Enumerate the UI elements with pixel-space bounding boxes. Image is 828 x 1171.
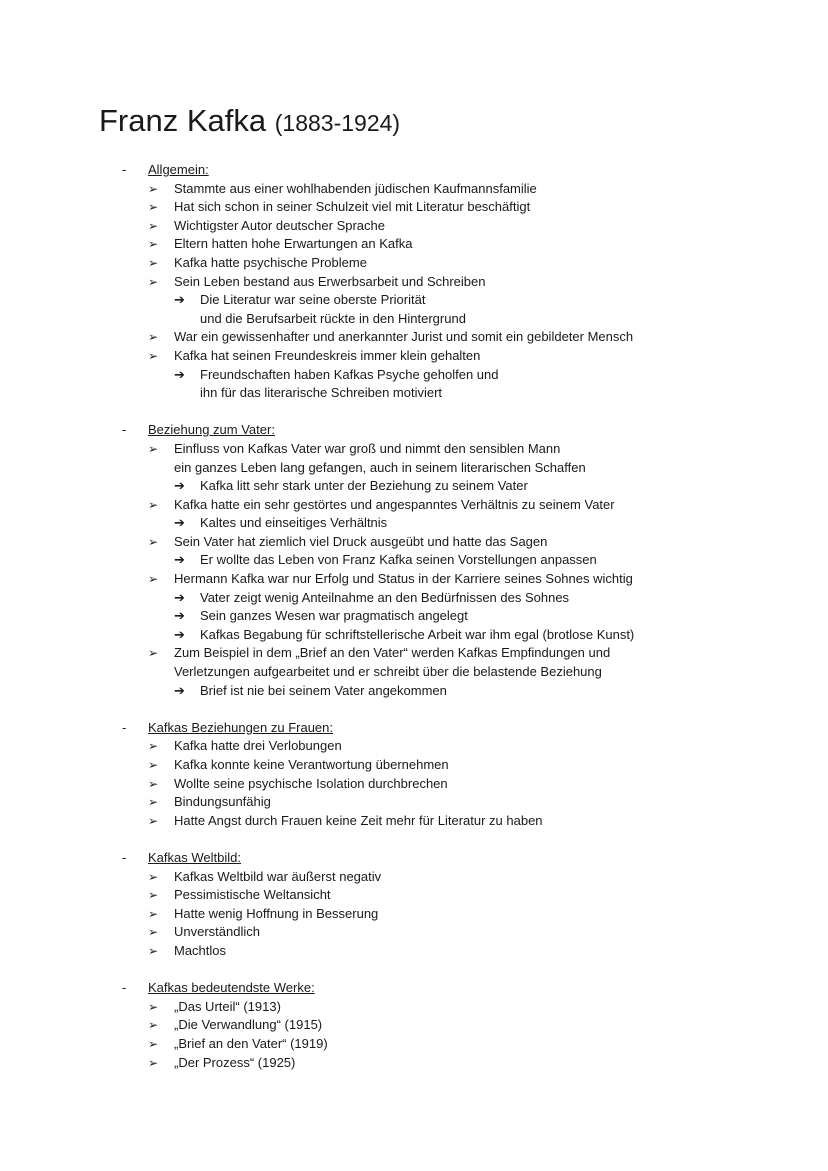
section-heading-text: Allgemein: (148, 162, 209, 177)
bullet-list (120, 440, 810, 700)
list-item (120, 737, 810, 756)
item-text: Kafka hatte ein sehr gestörtes und angespanntes Verhältnis zu seinem Vater (174, 496, 615, 512)
item-text: War ein gewissenhafter und anerkannter Jurist und somit ein gebildeter Mensch (174, 329, 634, 345)
arrowhead-bullet-icon: ➢ (148, 181, 159, 196)
arrowhead-bullet-icon: ➢ (148, 1036, 159, 1051)
arrowhead-bullet-icon: ➢ (148, 999, 159, 1014)
arrowhead-bullet-icon: ➢ (148, 776, 159, 791)
item-text: „Die Verwandlung“ (1915) (174, 1017, 323, 1033)
arrowhead-bullet-icon: ➢ (148, 813, 159, 828)
section-heading-text: Kafkas Beziehungen zu Frauen: (148, 719, 334, 735)
sub-item-text: Kafkas Begabung für schriftstellerische Arbeit war ihm egal (brotlose Kunst) (200, 626, 635, 642)
dash-marker: - (122, 162, 127, 177)
right-arrow-icon: ➔ (174, 626, 185, 642)
right-arrow-icon: ➔ (174, 515, 185, 531)
bullet-list (120, 868, 810, 961)
section-heading-text: Beziehung zum Vater: (148, 422, 275, 438)
list-item (120, 1054, 810, 1073)
item-text: „Das Urteil“ (1913) (174, 998, 281, 1014)
list-item (120, 644, 810, 681)
list-item (120, 235, 810, 254)
right-arrow-icon: ➔ (174, 292, 185, 308)
arrowhead-bullet-icon: ➢ (148, 925, 159, 940)
bullet-list (120, 737, 810, 830)
item-text: ein ganzes Leben lang gefangen, auch in seinem literarischen Schaffen (174, 459, 586, 475)
right-arrow-icon: ➔ (174, 366, 185, 382)
dash-marker: - (122, 980, 127, 996)
section (120, 161, 810, 403)
arrowhead-bullet-icon: ➢ (148, 534, 159, 549)
list-item (120, 570, 810, 589)
sub-item-text: und die Berufsarbeit rückte in den Hintergrund (200, 310, 466, 326)
sub-item (120, 514, 810, 533)
item-text: Kafka hatte drei Verlobungen (174, 738, 342, 754)
arrowhead-bullet-icon: ➢ (148, 218, 159, 233)
section-heading-text: Kafkas Weltbild: (148, 849, 241, 865)
arrowhead-bullet-icon: ➢ (148, 943, 159, 958)
arrowhead-bullet-icon: ➢ (148, 739, 159, 754)
section-heading (120, 979, 810, 998)
right-arrow-icon: ➔ (174, 682, 185, 698)
arrowhead-bullet-icon: ➢ (148, 255, 159, 270)
item-text: Bindungsunfähig (174, 794, 271, 810)
sub-item-text: Kaltes und einseitiges Verhältnis (200, 515, 388, 531)
list-item (120, 198, 810, 217)
list-item (120, 533, 810, 552)
item-text: Verletzungen aufgearbeitet und er schreibt über die belastende Beziehung (174, 664, 602, 680)
arrowhead-bullet-icon: ➢ (148, 348, 159, 363)
sub-item-text: Brief ist nie bei seinem Vater angekommen (200, 682, 447, 698)
arrowhead-bullet-icon: ➢ (148, 646, 159, 661)
list-item (120, 328, 810, 347)
item-text: Hatte Angst durch Frauen keine Zeit mehr für Literatur zu haben (174, 812, 543, 828)
right-arrow-icon: ➔ (174, 478, 185, 494)
list-item (120, 440, 810, 477)
section (120, 719, 810, 831)
right-arrow-icon: ➔ (174, 552, 185, 568)
sub-item-text: Er wollte das Leben von Franz Kafka seinen Vorstellungen anpassen (200, 552, 597, 568)
sub-item-text: Vater zeigt wenig Anteilnahme an den Bedürfnissen des Sohnes (200, 589, 570, 605)
item-text: Wichtigster Autor deutscher Sprache (174, 217, 385, 233)
sub-item-text: Sein ganzes Wesen war pragmatisch angelegt (200, 608, 468, 624)
list-item (120, 886, 810, 905)
list-item (120, 273, 810, 292)
section-heading-text: Kafkas bedeutendste Werke: (148, 980, 315, 996)
section (120, 421, 810, 700)
dash-marker: - (122, 422, 127, 438)
arrowhead-bullet-icon: ➢ (148, 906, 159, 921)
sub-item-text: Kafka litt sehr stark unter der Beziehung zu seinem Vater (200, 478, 528, 494)
list-item (120, 254, 810, 273)
item-text: Machtlos (174, 942, 227, 958)
arrowhead-bullet-icon: ➢ (148, 441, 159, 456)
list-item (120, 347, 810, 366)
sub-item-text: Die Literatur war seine oberste Priorität (200, 292, 426, 308)
item-text: Hermann Kafka war nur Erfolg und Status in der Karriere seines Sohnes wichtig (174, 571, 633, 587)
bullet-list (120, 998, 810, 1072)
right-arrow-icon: ➔ (174, 608, 185, 624)
list-item (120, 793, 810, 812)
item-text: Unverständlich (174, 924, 260, 940)
sub-item (120, 589, 810, 608)
item-text: Hatte wenig Hoffnung in Besserung (174, 905, 379, 921)
arrowhead-bullet-icon: ➢ (148, 1018, 159, 1033)
section-heading (120, 421, 810, 440)
sub-item (120, 366, 810, 403)
item-text: Sein Leben bestand aus Erwerbsarbeit und Schreiben (174, 273, 486, 289)
section-heading (120, 719, 810, 738)
list-item (120, 812, 810, 831)
arrowhead-bullet-icon: ➢ (148, 1055, 159, 1070)
page-title (99, 101, 400, 143)
sub-item (120, 477, 810, 496)
section (120, 849, 810, 961)
list-item (120, 998, 810, 1017)
arrowhead-bullet-icon: ➢ (148, 869, 159, 884)
title-years: (1883-1924) (274, 110, 401, 136)
item-text: „Der Prozess“ (1925) (174, 1054, 296, 1070)
arrowhead-bullet-icon: ➢ (148, 497, 159, 512)
section-heading (120, 161, 810, 180)
list-item (120, 1035, 810, 1054)
item-text: Kafka konnte keine Verantwortung übernehmen (174, 757, 449, 772)
arrowhead-bullet-icon: ➢ (148, 758, 159, 772)
section-heading (120, 849, 810, 868)
list-item (120, 180, 810, 199)
list-item (120, 756, 810, 775)
arrowhead-bullet-icon: ➢ (148, 888, 159, 903)
item-text: Zum Beispiel in dem „Brief an den Vater“ werden Kafkas Empfindungen und (174, 645, 611, 661)
item-text: Sein Vater hat ziemlich viel Druck ausgeübt und hatte das Sagen (174, 533, 548, 549)
list-item (120, 905, 810, 924)
right-arrow-icon: ➔ (174, 589, 185, 605)
document-body (120, 161, 810, 1091)
arrowhead-bullet-icon: ➢ (148, 200, 159, 215)
item-text: Kafkas Weltbild war äußerst negativ (174, 868, 382, 884)
list-item (120, 1016, 810, 1035)
list-item (120, 496, 810, 515)
dash-marker: - (122, 849, 127, 865)
bullet-list (120, 180, 810, 403)
arrowhead-bullet-icon: ➢ (148, 795, 159, 810)
item-text: „Brief an den Vater“ (1919) (174, 1035, 328, 1051)
sub-item-text: Freundschaften haben Kafkas Psyche geholfen und (200, 366, 499, 382)
list-item (120, 923, 810, 942)
title-name: Franz Kafka (99, 103, 267, 138)
item-text: Hat sich schon in seiner Schulzeit viel mit Literatur beschäftigt (174, 199, 531, 215)
item-text: Wollte seine psychische Isolation durchbrechen (174, 775, 448, 791)
sub-item-text: ihn für das literarische Schreiben motiviert (200, 385, 443, 401)
dash-marker: - (122, 719, 127, 735)
list-item (120, 217, 810, 236)
item-text: Kafka hat seinen Freundeskreis immer klein gehalten (174, 347, 481, 363)
sub-item (120, 626, 810, 645)
sub-item (120, 607, 810, 626)
arrowhead-bullet-icon: ➢ (148, 330, 159, 345)
item-text: Einfluss von Kafkas Vater war groß und nimmt den sensiblen Mann (174, 440, 561, 456)
arrowhead-bullet-icon: ➢ (148, 274, 159, 289)
list-item (120, 868, 810, 887)
list-item (120, 942, 810, 961)
item-text: Stammte aus einer wohlhabenden jüdischen Kaufmannsfamilie (174, 180, 537, 196)
list-item (120, 775, 810, 794)
item-text: Kafka hatte psychische Probleme (174, 254, 367, 270)
sub-item (120, 682, 810, 701)
item-text: Eltern hatten hohe Erwartungen an Kafka (174, 236, 413, 252)
sub-item (120, 291, 810, 328)
arrowhead-bullet-icon: ➢ (148, 572, 159, 587)
arrowhead-bullet-icon: ➢ (148, 237, 159, 252)
item-text: Pessimistische Weltansicht (174, 887, 331, 903)
sub-item (120, 551, 810, 570)
section (120, 979, 810, 1072)
